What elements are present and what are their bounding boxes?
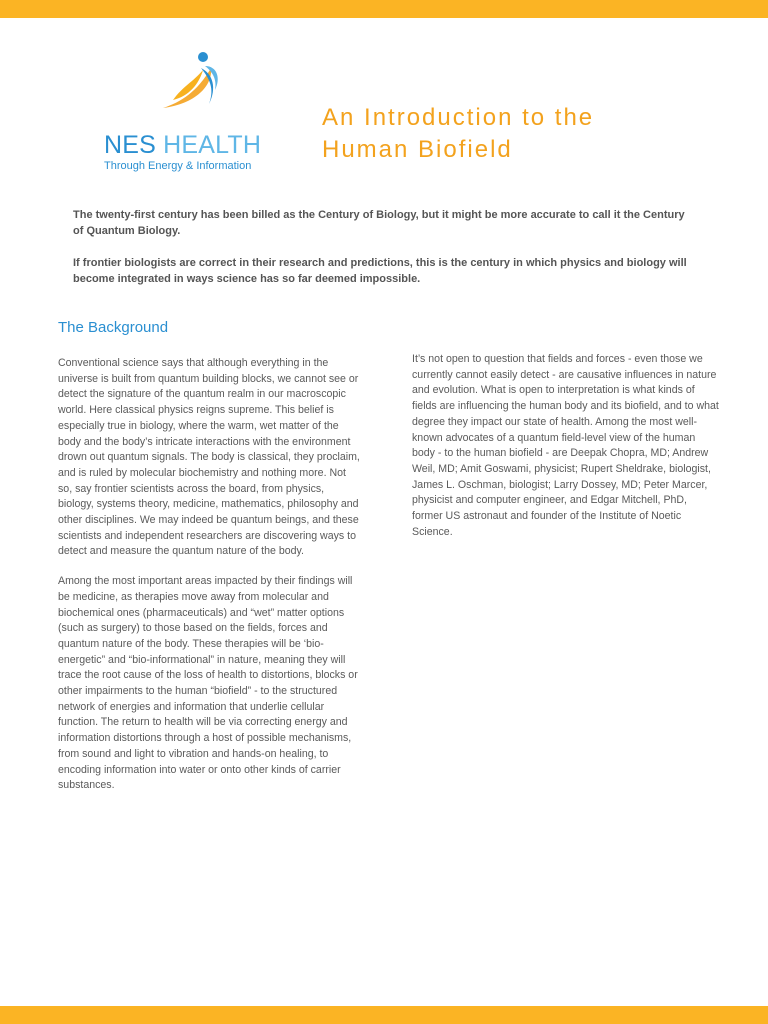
bottom-accent-bar (0, 1006, 768, 1024)
intro-block (73, 208, 698, 304)
title-line-2: Human Biofield (322, 136, 513, 163)
right-column (412, 352, 720, 554)
page-title (322, 102, 742, 166)
title-line-1: An Introduction to the (322, 104, 595, 131)
nes-health-figure-icon (155, 48, 225, 118)
left-paragraph-1: Conventional science says that although everything in the universe is built from quantum building blocks, we cannot see or detect the signature of the quantum realm in our macroscopic world. Here classical physics reigns supreme. This belief is especially true in biology, where the warm, wet matter of the body and the body’s intricate interactions with the environment drown out quantum signals. The body is classical, they proclaim, and is ruled by molecular biochemistry and nothing more. Not so, say frontier scientists across the board, from physics, biology, systems theory, medicine, mathematics, philosophy and other disciplines. We may indeed be quantum beings, and these scientists and independent researchers are discovering ways to detect and measure the quantum nature of the body. (58, 357, 360, 558)
intro-paragraph-1: The twenty-first century has been billed as the Century of Biology, but it might be more accurate to call it the Century of Quantum Biology. (73, 209, 685, 237)
top-accent-bar (0, 0, 768, 18)
section-heading: The Background (58, 319, 169, 336)
brand-tagline: Through Energy & Information (104, 160, 252, 172)
left-paragraph-2: Among the most important areas impacted by their findings will be medicine, as therapies move away from molecular and biochemical ones (pharmaceuticals) and “wet” matter options (such as surgery) to those based on the fields, forces and quantum nature of the body. These therapies will be ‘bio-energetic” and “bio-informational” in nature, meaning they will trace the root cause of the loss of health to distortions, blocks or other impairments to the human “biofield” - to the structured network of energies and information that underlie cellular function. The return to health will be via correcting energy and information distortions through a host of possible mechanisms, from sound and light to vibration and hands-on healing, to encoding information into water or onto other kinds of carrier substances. (58, 575, 358, 792)
brand-name (104, 130, 261, 160)
right-paragraph-1: It’s not open to question that fields and forces - even those we currently cannot easily detect - are causative influences in nature and evolution. What is open to interpretation is what kinds of fields are influencing the human body and its biofield, and to what degree they impact our state of health. Among the most well-known advocates of a quantum field-level view of the human body - to the human biofield - are Deepak Chopra, MD; Andrew Weil, MD; Amit Goswami, physicist; Rupert Sheldrake, biologist, James L. Oschman, biologist; Larry Dossey, MD; Peter Marcer, physicist and computer engineer, and Edgar Mitchell, PhD, former US astronaut and founder of the Institute of Noetic Science. (412, 353, 719, 538)
left-column (58, 356, 360, 808)
intro-paragraph-2: If frontier biologists are correct in their research and predictions, this is the century in which physics and biology will become integrated in ways science has so far deemed impossible. (73, 257, 687, 285)
brand-nes: NES (104, 131, 157, 159)
brand-health: HEALTH (163, 131, 262, 159)
